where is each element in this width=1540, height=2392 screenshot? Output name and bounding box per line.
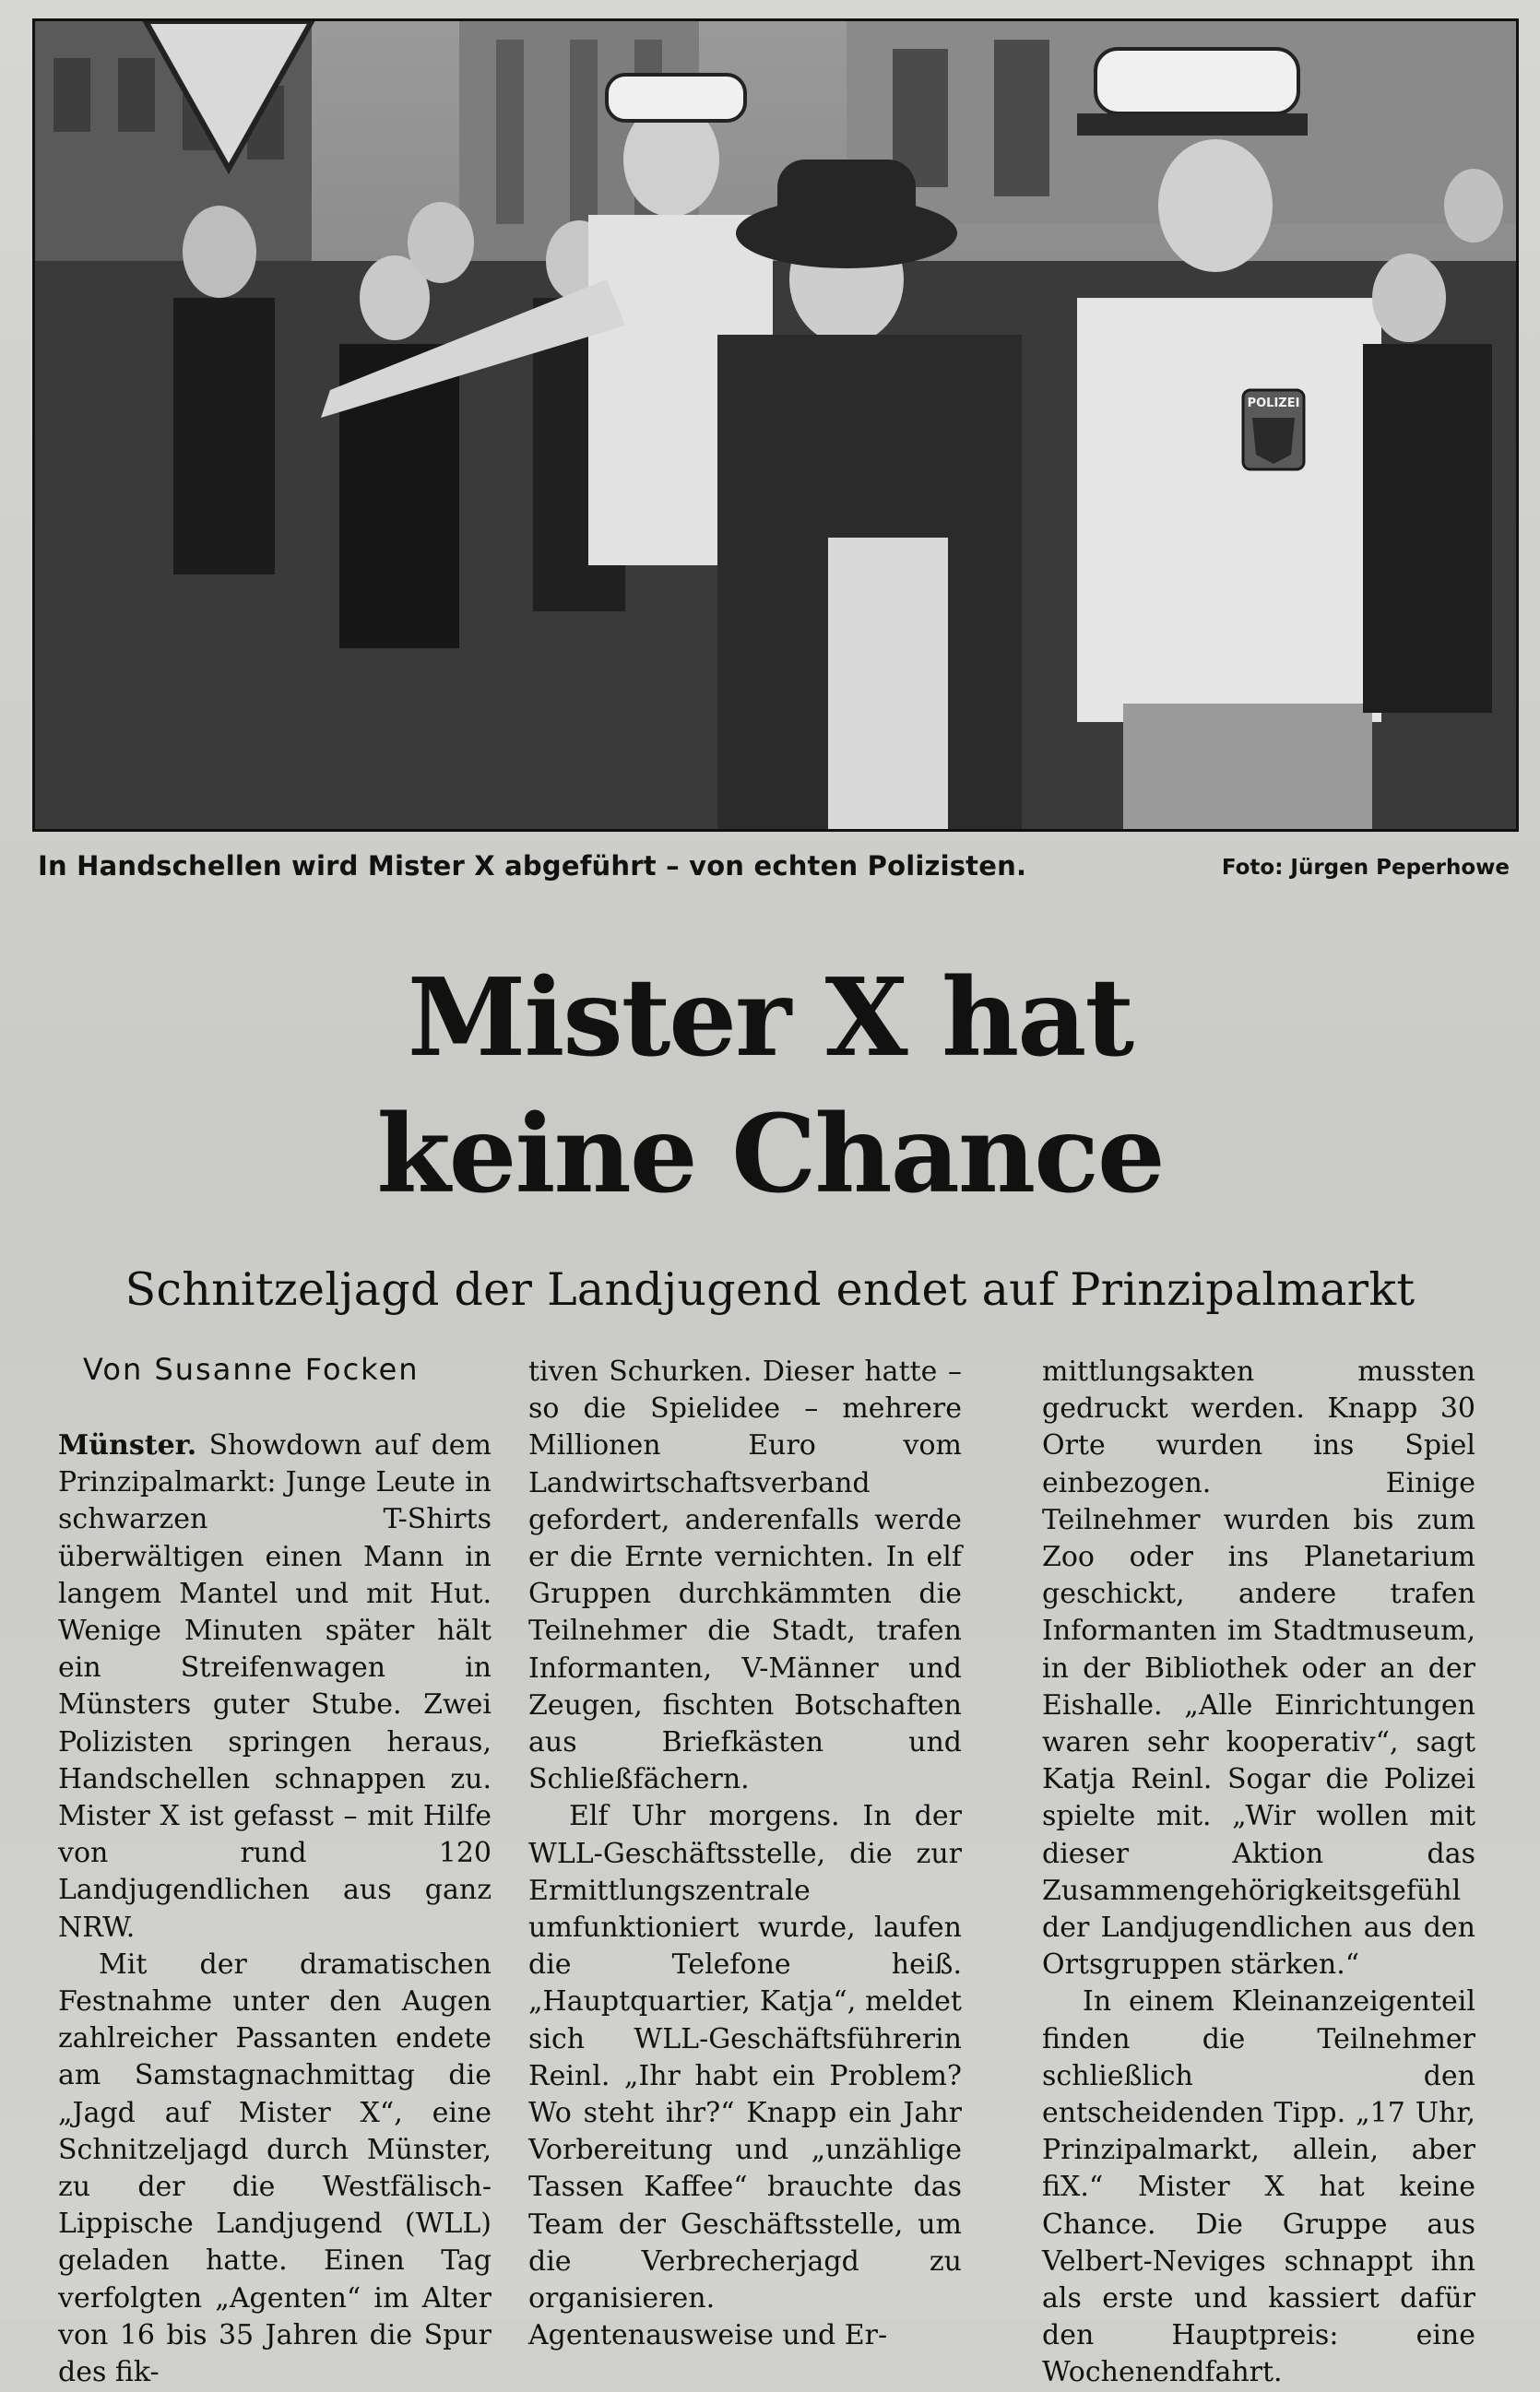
photo-caption-bar [32,847,1519,887]
photo-caption: In Handschellen wird Mister X abgeführt – von echten Polizisten. [38,850,1027,882]
headline-line-2: keine Chance [376,1092,1164,1217]
arrest-scene-image [35,21,1516,829]
paragraph: mittlungsakten mussten gedruckt werden. Knapp 30 Orte wurden ins Spiel einbezogen. Einige Teilnehmer wurden bis zum Zoo oder ins Planetarium geschickt, andere trafen Informanten im Stadtmuseum, in der Bibliothek oder an der Eishalle. „Alle Einrichtungen waren sehr kooperativ“, sagt Katja Reinl. Sogar die Polizei spielte mit. „Wir wollen mit dieser Aktion das Zusammengehörigkeitsgefühl der Landjugendlichen aus den Ortsgruppen stärken.“ [1042,1356,1475,1982]
paragraph-text: Showdown auf dem Prinzipalmarkt: Junge Leute in schwarzen T-Shirts überwältigen einen Mann in langem Mantel und mit Hut. Wenige Minuten später hält ein Streifenwagen in Münsters guter Stube. Zwei Polizisten springen heraus, Handschellen schnappen zu. Mister X ist gefasst – mit Hilfe von rund 120 Landjugendlichen aus ganz NRW. [58,1429,492,1944]
byline: Von Susanne Focken [83,1352,420,1387]
article-column-1 [58,1427,492,2391]
police-badge-label: POLIZEI [1247,397,1300,410]
paragraph: tiven Schurken. Dieser hatte – so die Spielidee – mehrere Millionen Euro vom Landwirtschaftsverband gefordert, anderenfalls werde er die Ernte vernichten. In elf Gruppen durchkämmten die Teilnehmer die Stadt, trafen Informanten, V-Männer und Zeugen, fischten Botschaften aus Briefkästen und Schließfächern. [528,1356,962,1796]
article-column-2 [528,1354,962,2354]
paragraph: Elf Uhr morgens. In der WLL-Geschäftsstelle, die zur Ermittlungszentrale umfunktioniert wurde, laufen die Telefone heiß. „Hauptquartier, Katja“, meldet sich WLL-Geschäftsführerin Reinl. „Ihr habt ein Problem? Wo steht ihr?“ Knapp ein Jahr Vorbereitung und „unzählige Tassen Kaffee“ brauchte das Team der Geschäftsstelle, um die Verbrecherjagd zu organisieren. Agentenausweise und Er- [528,1800,962,2352]
photo-credit: Foto: Jürgen Peperhowe [1221,856,1510,880]
headline [0,950,1540,1223]
subheadline: Schnitzeljagd der Landjugend endet auf Prinzipalmarkt [124,1263,1416,1316]
paragraph [58,1427,492,1947]
paragraph: Mit der dramatischen Festnahme unter den Augen zahlreicher Passanten endete am Samstagnachmittag die „Jagd auf Mister X“, eine Schnitzeljagd durch Münster, zu der die Westfälisch-Lippische Landjugend (WLL) geladen hatte. Einen Tag verfolgten „Agenten“ im Alter von 16 bis 35 Jahren die Spur des fik- [58,1948,492,2389]
article-column-3 [1042,1354,1475,2392]
paragraph: In einem Kleinanzeigenteil finden die Teilnehmer schließlich den entscheidenden Tipp. „17 Uhr, Prinzipalmarkt, allein, aber fiX.“ Mister X hat keine Chance. Die Gruppe aus Velbert-Neviges schnappt ihn als erste und kassiert dafür den Hauptpreis: eine Wochenendfahrt. [1042,1985,1475,2389]
dateline: Münster. [58,1429,197,1462]
headline-line-1: Mister X hat [407,955,1133,1081]
news-photo [32,18,1519,832]
